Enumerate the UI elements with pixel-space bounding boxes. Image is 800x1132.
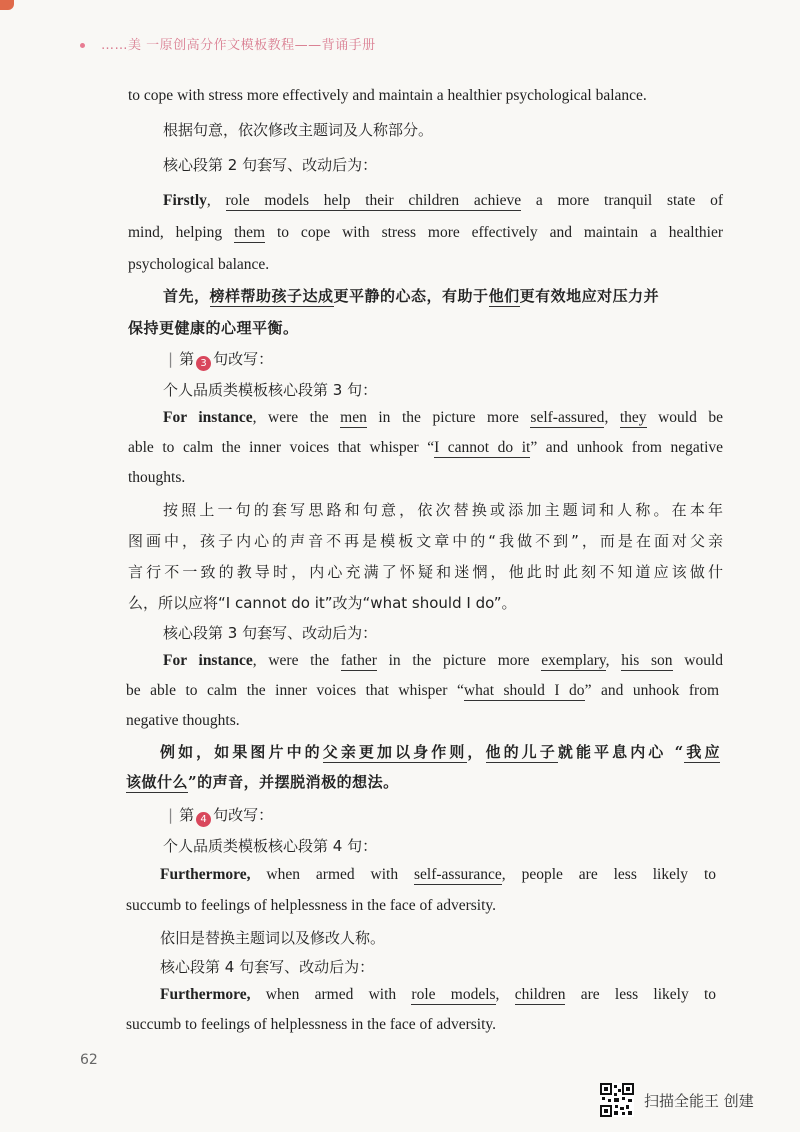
- translation-line: 首先，榜样帮助孩子达成更平静的心态，有助于他们更有效地应对压力并: [163, 287, 660, 305]
- translation-line: 该做什么”的声音，并摆脱消极的想法。: [126, 773, 399, 791]
- paragraph-line: For instance, were the men in the picture more self-assured, they would be: [163, 409, 723, 426]
- instruction-line: 依旧是替换主题词以及修改人称。: [160, 929, 386, 947]
- running-header: [80, 34, 376, 53]
- header-dot-icon: [80, 43, 85, 48]
- heading-bar-icon: |: [168, 350, 174, 368]
- paragraph-line: Furthermore, when armed with role models, children are less likely to: [160, 986, 717, 1003]
- paragraph-line: psychological balance.: [128, 256, 270, 273]
- paragraph-line: For instance, were the father in the picture more exemplary, his son would: [163, 652, 724, 669]
- paragraph-line: able to calm the inner voices that whisper “I cannot do it” and unhook from negative: [128, 439, 723, 456]
- section-label: 核心段第 2 句套写、改动后为：: [163, 156, 378, 174]
- scanner-watermark: [600, 1084, 754, 1116]
- section-label: 核心段第 4 句套写、改动后为：: [160, 958, 375, 976]
- scanner-label: 扫描全能王 创建: [644, 1091, 754, 1110]
- heading-bar-icon: |: [168, 806, 174, 824]
- qr-code-icon: [600, 1083, 634, 1117]
- paragraph-line: mind, helping them to cope with stress more effectively and maintain a healthier: [128, 224, 724, 241]
- subsection-heading: | 第 3 句改写：: [168, 350, 274, 369]
- header-title: ……美 一原创高分作文模板教程——背诵手册: [101, 38, 376, 53]
- explanation-line: 按照上一句的套写思路和句意，依次替换或添加主题词和人称。在本年: [163, 501, 723, 519]
- instruction-line: 根据句意，依次修改主题词及人称部分。: [163, 121, 434, 139]
- number-badge: 3: [196, 356, 211, 371]
- paragraph-line: negative thoughts.: [126, 712, 240, 729]
- paragraph-line: be able to calm the inner voices that whisper “what should I do” and unhook from: [126, 682, 720, 699]
- translation-line: 例如，如果图片中的父亲更加以身作则，他的儿子就能平息内心 “我应: [160, 743, 720, 761]
- paragraph-line: succumb to feelings of helplessness in the face of adversity.: [126, 897, 497, 914]
- corner-mark: [0, 0, 14, 10]
- page-number: 62: [80, 1052, 98, 1068]
- explanation-line: 言行不一致的教导时，内心充满了怀疑和迷惘，他此时此刻不知道应该做什: [128, 563, 723, 581]
- section-label: 个人品质类模板核心段第 4 句：: [163, 837, 378, 855]
- explanation-line: 图画中，孩子内心的声音不再是模板文章中的“我做不到”，而是在面对父亲: [128, 532, 723, 550]
- paragraph-line: Firstly, role models help their children achieve a more tranquil state of: [163, 192, 723, 209]
- section-label: 个人品质类模板核心段第 3 句：: [163, 381, 378, 399]
- paragraph-line: to cope with stress more effectively and maintain a healthier psychological balance.: [128, 87, 647, 104]
- subsection-heading: | 第 4 句改写：: [168, 806, 274, 825]
- paragraph-line: Furthermore, when armed with self-assurance, people are less likely to: [160, 866, 717, 883]
- explanation-line: 么，所以应将“I cannot do it”改为“what should I do”。: [128, 594, 517, 612]
- paragraph-line: thoughts.: [128, 469, 186, 486]
- section-label: 核心段第 3 句套写、改动后为：: [163, 624, 378, 642]
- translation-line: 保持更健康的心理平衡。: [128, 319, 299, 337]
- number-badge: 4: [196, 812, 211, 827]
- paragraph-line: succumb to feelings of helplessness in the face of adversity.: [126, 1016, 497, 1033]
